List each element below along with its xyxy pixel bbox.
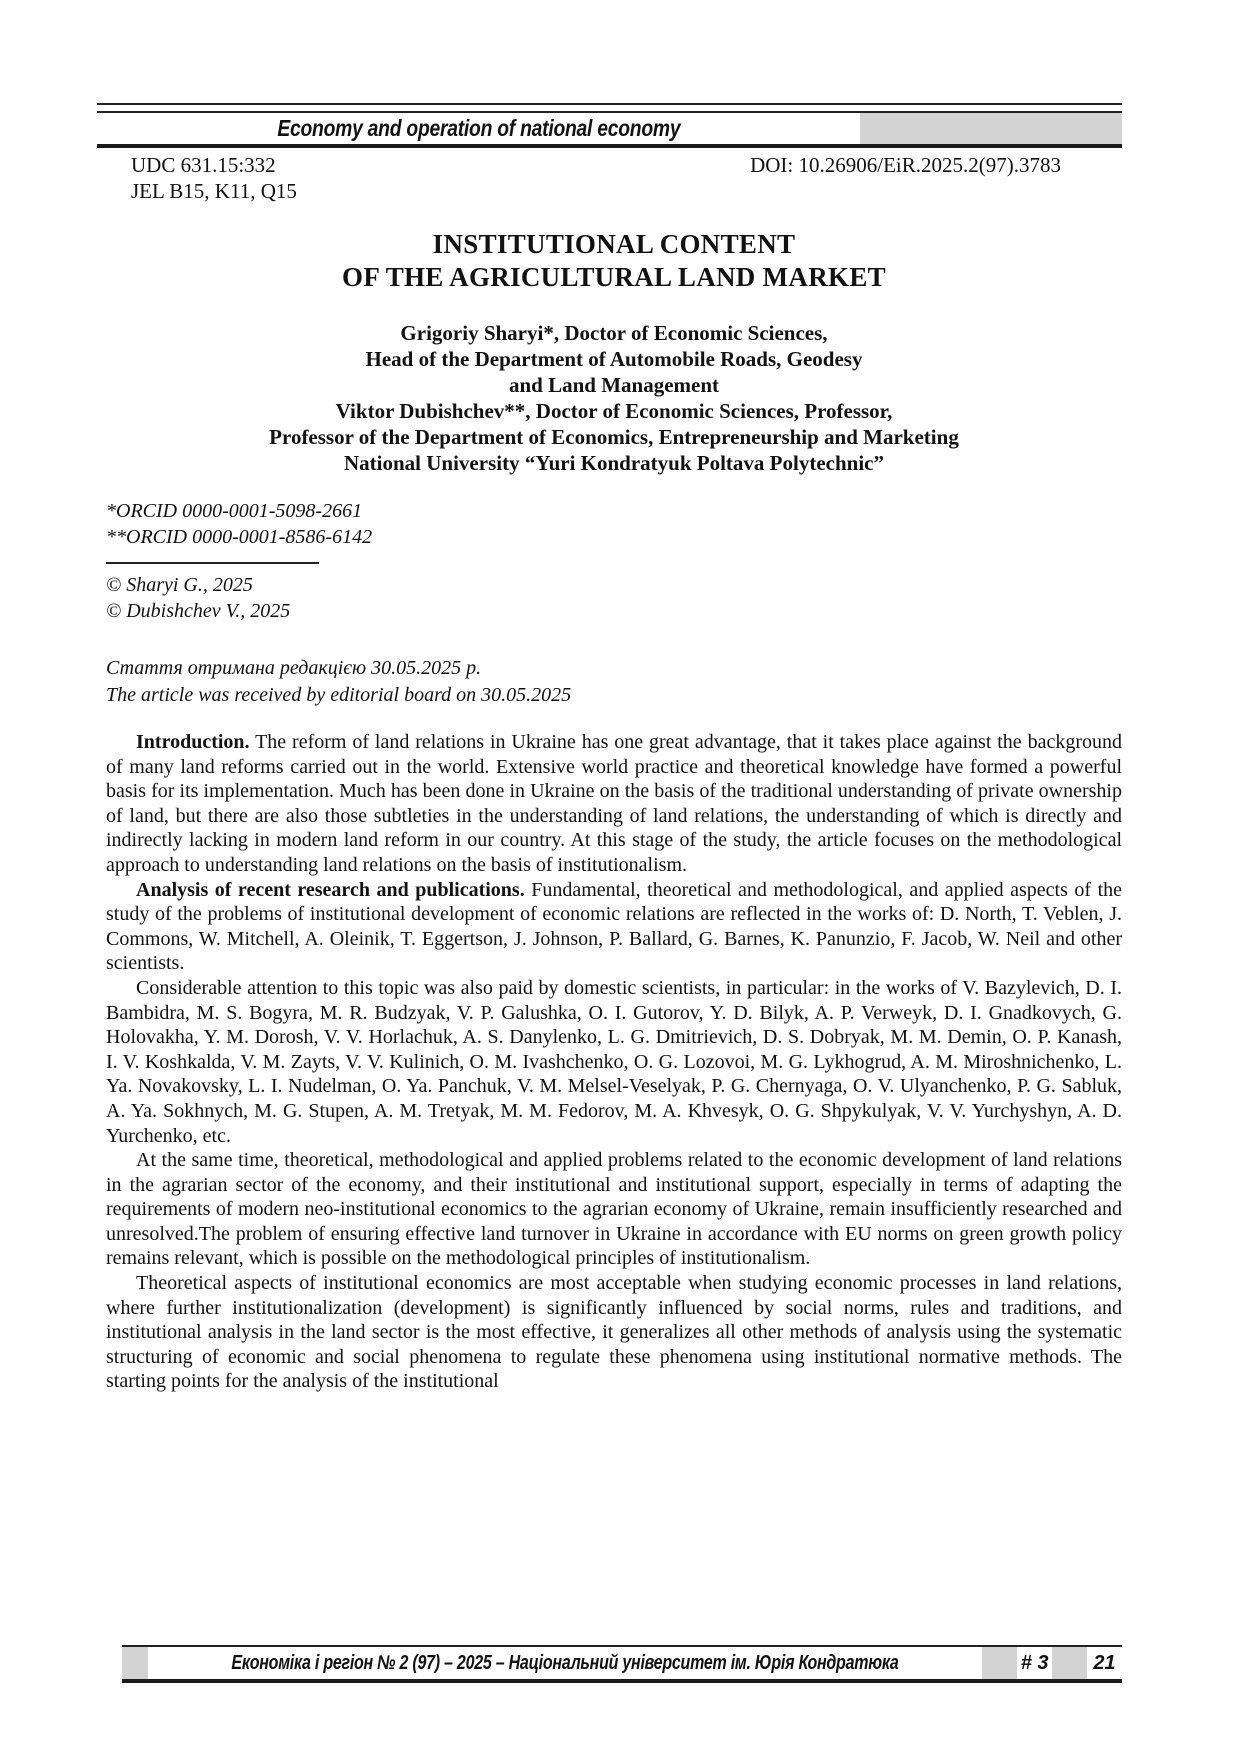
footer-bar xyxy=(122,1645,1122,1683)
orcid-line: **ORCID 0000-0001-8586-6142 xyxy=(106,526,373,548)
footer-journal-line xyxy=(148,1647,982,1679)
author-line: Head of the Department of Automobile Roads, Geodesy xyxy=(365,347,863,371)
section-title xyxy=(97,113,860,144)
paragraph-text: Theoretical aspects of institutional economics are most acceptable when studying economic processes in land relations, where further institutionalization (development) is significantly influenced by social norms, rules and traditions, and institutional analysis in the land sector is the most effective, it generalizes all other methods of analysis using the systematic structuring of economic and social phenomena to regulate these phenomena using institutional normative methods. The starting points for the analysis of the institutional xyxy=(106,1272,1122,1393)
article-title-line1: INSTITUTIONAL CONTENT xyxy=(432,229,796,259)
orcid-block xyxy=(106,498,372,550)
section-title-text: Economy and operation of national economy xyxy=(277,115,680,141)
author-line: Grigoriy Sharyi*, Doctor of Economic Sciences, xyxy=(400,321,828,345)
running-head xyxy=(97,103,1122,148)
paragraph-text: Fundamental, theoretical and methodological, and applied aspects of the study of the problems of institutional development of economic relations are reflected in the works of: D. North, T. Veblen, J. Commons, W. Mitchell, A. Oleinik, T. Eggertson, J. Johnson, P. Ballard, G. Barnes, K. Panunzio, F. Jacob, W. Neil and other scientists. xyxy=(106,878,1123,975)
footer-issue-label: # 3 xyxy=(1020,1651,1049,1674)
udc-code: UDC 631.15:332 xyxy=(131,153,276,177)
paragraph-lead: Introduction. xyxy=(136,731,250,753)
paragraph-text: The reform of land relations in Ukraine has one great advantage, that it takes place against the background of many land reforms carried out in the world. Extensive world practice and theoretical knowledge have formed a powerful basis for its implementation. Much has been done in Ukraine on the basis of the traditional understanding of private ownership of land, but there are also those subtleties in the understanding of land relations, the understanding of which is directly and indirectly lacking in modern land reform in our country. At this stage of the study, the article focuses on the methodological approach to understanding land relations on the basis of institutionalism. xyxy=(106,731,1122,876)
copyright-block xyxy=(106,572,290,624)
footer-page-number: 21 xyxy=(1093,1651,1116,1674)
meta-row-udc-doi xyxy=(131,152,1061,178)
paragraph-theoretical-aspects xyxy=(106,1271,1122,1394)
author-line: Viktor Dubishchev**, Doctor of Economic Sciences, Professor, xyxy=(335,399,893,423)
copyright-line: © Sharyi G., 2025 xyxy=(106,574,253,596)
author-line: National University “Yuri Kondratyuk Poltava Polytechnic” xyxy=(344,451,884,475)
paragraph-text: Considerable attention to this topic was also paid by domestic scientists, in particular: in the works of V. Bazylevich, D. I. Bambidra, M. S. Bogyra, M. R. Budzyak, V. P. Galushka, O. I. Gutorov, Y. D. Bilyk, A. P. Verweyk, D. I. Gnadkovych, G. Holovakha, Y. M. Dorosh, V. V. Horlachuk, A. S. Danylenko, L. G. Dmitrievich, D. S. Dobryak, M. M. Demin, O. P. Kanash, I. V. Koshkalda, V. M. Zayts, V. V. Kulinich, O. M. Ivashchenko, O. G. Lozovoi, M. G. Lykhogrud, A. M. Miroshnichenko, L. Ya. Novakovsky, L. I. Nudelman, O. Ya. Panchuk, V. M. Melsel-Veselyak, P. G. Chernyaga, O. V. Ulyanchenko, P. G. Sabluk, A. Ya. Sokhnych, M. G. Stupen, A. M. Tretyak, M. M. Fedorov, M. A. Khvesyk, O. G. Shpykulyak, V. V. Yurchyshyn, A. D. Yurchenko, etc. xyxy=(106,976,1122,1147)
page-footer xyxy=(122,1645,1122,1683)
header-double-rule xyxy=(97,103,1122,113)
received-line-eng: The article was received by editorial board on 30.05.2025 xyxy=(106,684,572,706)
paragraph-at-the-same-time xyxy=(106,1148,1122,1271)
copyright-line: © Dubishchev V., 2025 xyxy=(106,600,291,622)
meta-row-jel xyxy=(131,178,1061,204)
doi-code: DOI: 10.26906/EiR.2025.2(97).3783 xyxy=(750,153,1061,177)
received-line-ukr: Стаття отримана редакцією 30.05.2025 р. xyxy=(106,657,482,679)
header-thick-rule xyxy=(97,144,1122,148)
header-bar xyxy=(97,113,1122,144)
article-meta xyxy=(131,152,1061,204)
copyright-separator-rule xyxy=(106,562,319,564)
paragraph-domestic-scientists xyxy=(106,976,1122,1148)
paragraph-analysis xyxy=(106,878,1122,976)
header-gray-block xyxy=(860,113,1122,144)
article-title-line2: OF THE AGRICULTURAL LAND MARKET xyxy=(342,262,886,292)
authors-block xyxy=(106,320,1122,476)
jel-code: JEL B15, K11, Q15 xyxy=(131,179,297,203)
footer-gray-block xyxy=(1052,1647,1087,1679)
article-title xyxy=(106,228,1122,294)
author-line: Professor of the Department of Economics, Entrepreneurship and Marketing xyxy=(269,425,959,449)
paragraph-text: At the same time, theoretical, methodological and applied problems related to the economic development of land relations in the agrarian sector of the economy, and their institutional and institutional support, especially in terms of adapting the requirements of modern neo-institutional economics to the agrarian economy of Ukraine, remain insufficiently researched and unresolved.The problem of ensuring effective land turnover in Ukraine in accordance with EU norms on green growth policy remains relevant, which is possible on the methodological principles of institutionalism. xyxy=(106,1149,1122,1270)
footer-journal-text: Економіка і регіон № 2 (97) – 2025 – Національний університет ім. Юрія Кондратюка xyxy=(231,1651,899,1674)
received-block xyxy=(106,655,571,709)
paragraph-lead: Analysis of recent research and publications. xyxy=(136,878,525,901)
article-body xyxy=(106,730,1122,1394)
orcid-line: *ORCID 0000-0001-5098-2661 xyxy=(106,500,363,522)
paragraph-introduction xyxy=(106,730,1122,878)
footer-gray-block xyxy=(122,1647,148,1679)
footer-gray-block xyxy=(982,1647,1017,1679)
author-line: and Land Management xyxy=(508,373,720,397)
